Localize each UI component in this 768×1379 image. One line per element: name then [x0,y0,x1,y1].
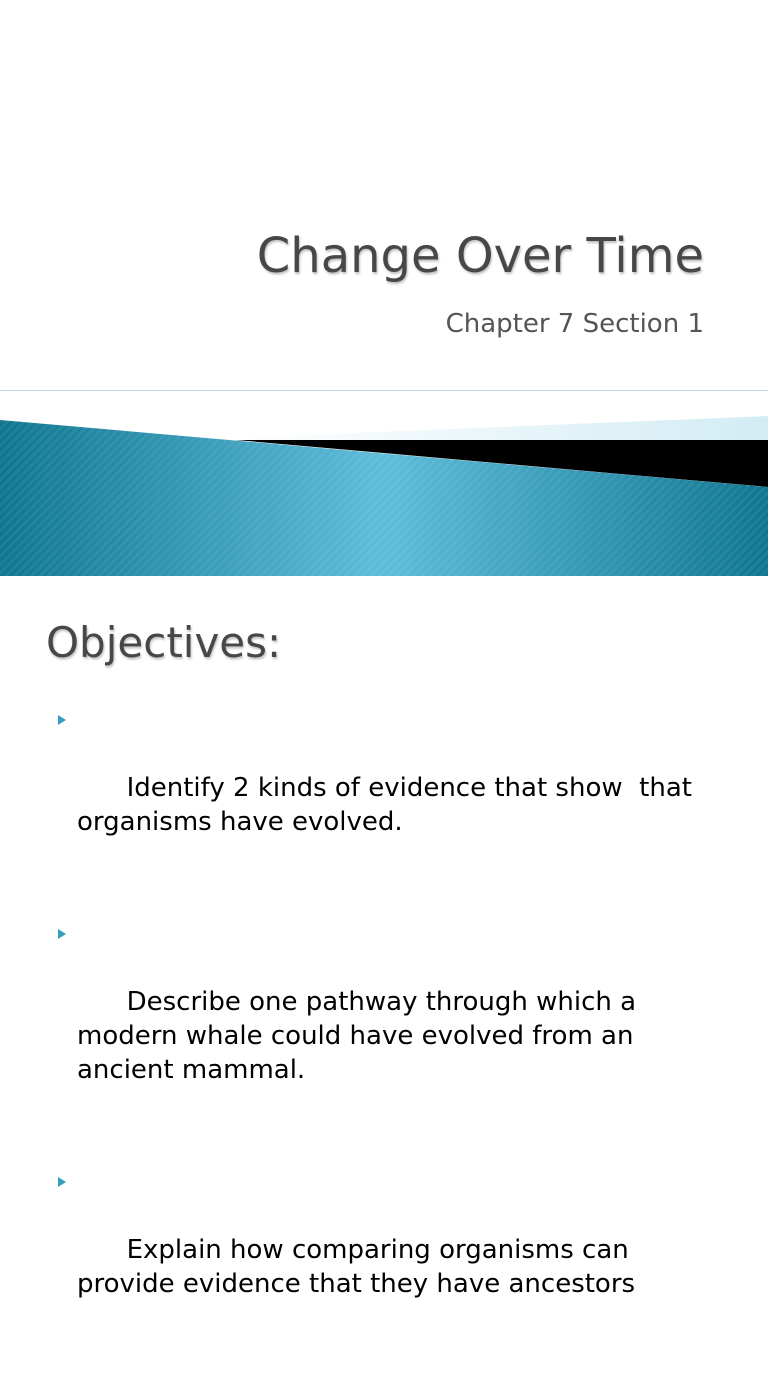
divider-line [0,390,768,391]
list-item-text: Identify 2 kinds of evidence that show that organisms have evolved. [77,773,701,837]
list-item [56,1165,726,1335]
slide-title: Change Over Time [256,228,704,284]
slide-heading: Objectives: [46,618,282,667]
triangle-right-icon [58,929,66,939]
list-item-text: Explain how comparing organisms can provide evidence that they have ancestors [77,1235,638,1299]
objectives-slide [0,576,768,1299]
objectives-list [56,703,726,1379]
decorative-banner [0,410,768,576]
triangle-right-icon [58,1177,66,1187]
list-item-text: Describe one pathway through which a modern whale could have evolved from an ancient mammal. [77,987,645,1085]
slide-subtitle: Chapter 7 Section 1 [445,309,704,339]
list-item [56,703,726,873]
title-slide [0,0,768,576]
triangle-right-icon [58,715,66,725]
list-item [56,917,726,1121]
light-wedge [230,416,768,440]
